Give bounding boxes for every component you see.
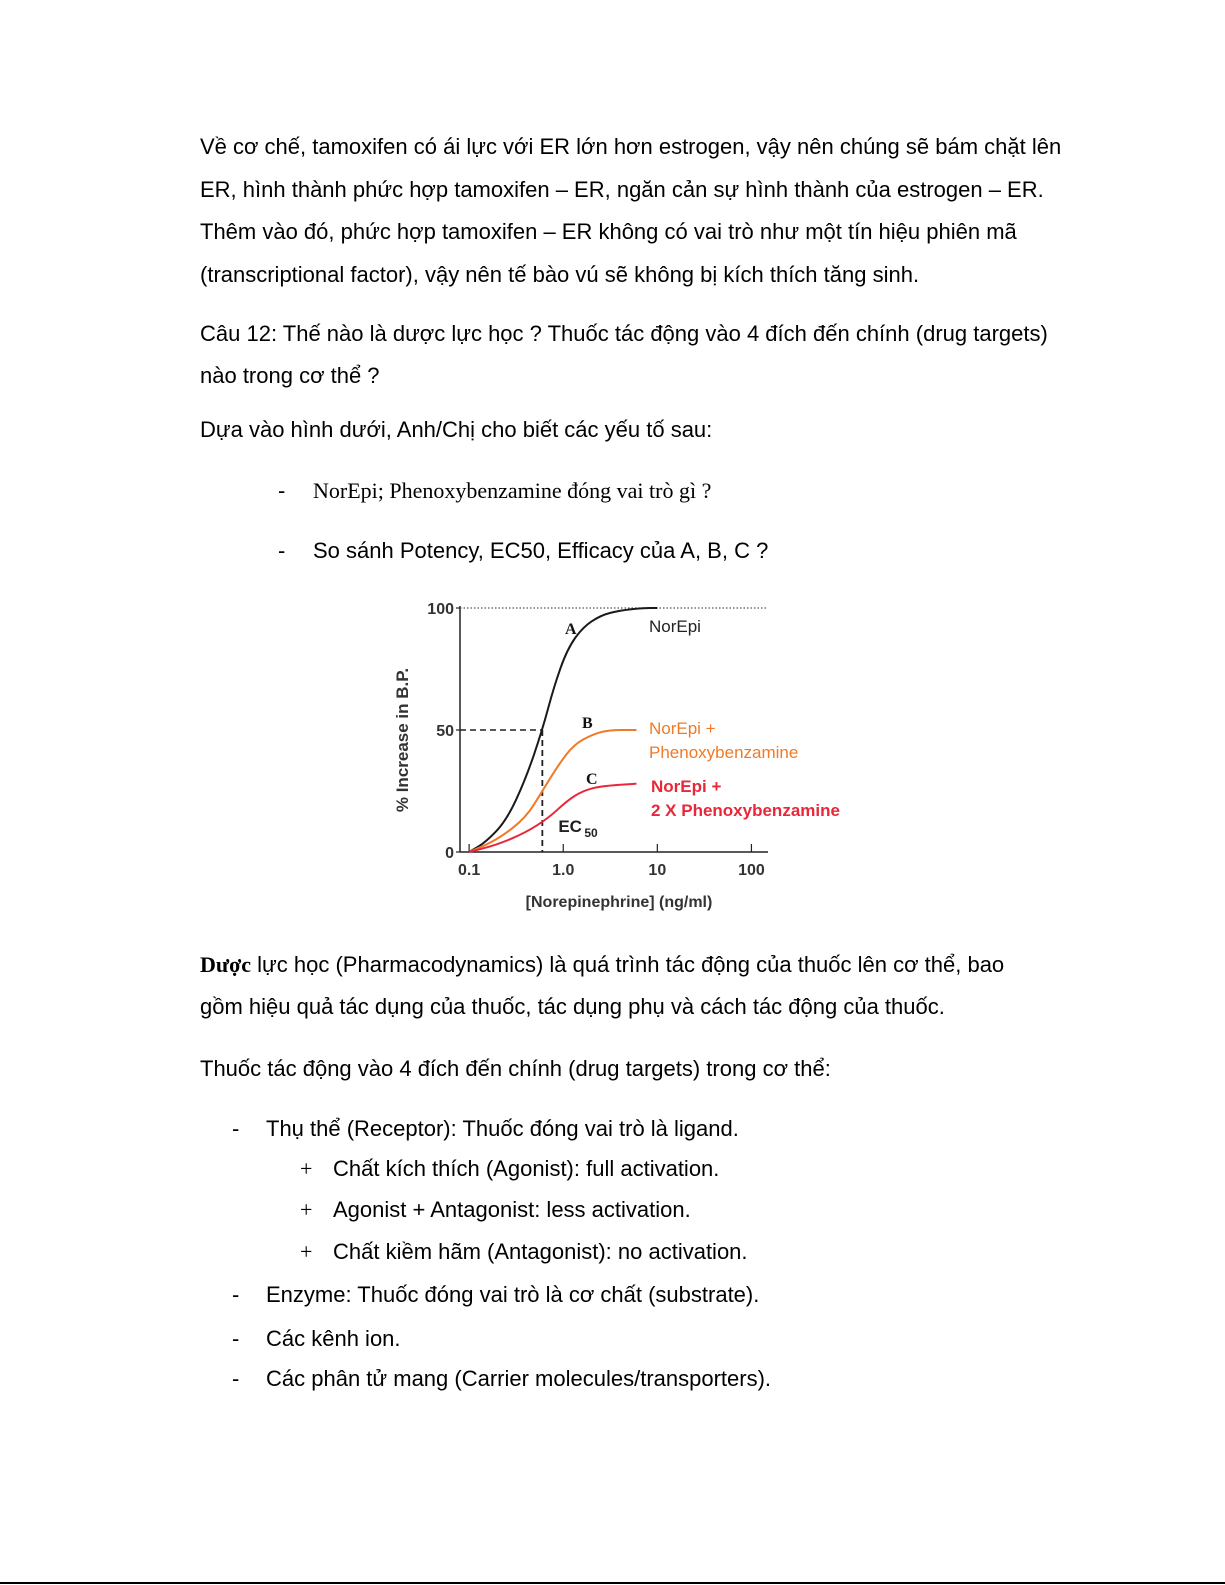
bullet-dash: - bbox=[278, 478, 286, 503]
targets-intro: Thuốc tác động vào 4 đích đến chính (drug targets) trong cơ thể: bbox=[200, 1056, 831, 1081]
bullet-dash: - bbox=[278, 538, 286, 563]
intro-line-4: (transcriptional factor), vậy nên tế bào vú sẽ không bị kích thích tăng sinh. bbox=[200, 262, 920, 287]
target-carriers: Các phân tử mang (Carrier molecules/transporters). bbox=[266, 1366, 772, 1391]
question-line-1: Câu 12: Thế nào là dược lực học ? Thuốc tác động vào 4 đích đến chính (drug targets) bbox=[200, 321, 1048, 346]
y-tick-label: 0 bbox=[445, 845, 454, 862]
intro-line-3: Thêm vào đó, phức hợp tamoxifen – ER không có vai trò như một tín hiệu phiên mã bbox=[200, 219, 1017, 244]
receptor-sub-3: Chất kiềm hãm (Antagonist): no activation. bbox=[333, 1239, 748, 1264]
receptor-sub-1: Chất kích thích (Agonist): full activation. bbox=[333, 1156, 720, 1181]
definition-line-2: gồm hiệu quả tác dụng của thuốc, tác dụng phụ và cách tác động của thuốc. bbox=[200, 994, 945, 1019]
sub-bullet-plus: + bbox=[300, 1156, 313, 1181]
page-bottom-rule bbox=[0, 1582, 1225, 1584]
series-line-c bbox=[469, 784, 636, 852]
series-label-c: NorEpi + bbox=[651, 777, 722, 796]
definition-line-1 bbox=[200, 951, 1110, 979]
sub-bullet-plus: + bbox=[300, 1239, 313, 1264]
question-bullet-1: NorEpi; Phenoxybenzamine đóng vai trò gì ? bbox=[313, 478, 712, 503]
x-tick-label: 1.0 bbox=[552, 862, 575, 879]
chart-series bbox=[469, 608, 657, 852]
bullet-dash: - bbox=[232, 1326, 240, 1351]
series-label-b-line2: Phenoxybenzamine bbox=[649, 743, 799, 762]
target-receptor: Thụ thể (Receptor): Thuốc đóng vai trò là ligand. bbox=[266, 1116, 739, 1141]
x-axis-title: [Norepinephrine] (ng/ml) bbox=[525, 894, 713, 911]
target-enzyme: Enzyme: Thuốc đóng vai trò là cơ chất (substrate). bbox=[266, 1282, 760, 1307]
question-prompt: Dựa vào hình dưới, Anh/Chị cho biết các yếu tố sau: bbox=[200, 417, 713, 442]
definition-rest: lực học (Pharmacodynamics) là quá trình tác động của thuốc lên cơ thể, bao bbox=[251, 952, 1005, 977]
ec50-label: EC bbox=[558, 817, 582, 836]
chart-labels bbox=[558, 617, 840, 840]
sub-bullet-plus: + bbox=[300, 1197, 313, 1222]
curve-letter-b: B bbox=[582, 715, 593, 732]
target-ion-channels: Các kênh ion. bbox=[266, 1326, 401, 1351]
y-axis-title: % Increase in B.P. bbox=[393, 667, 412, 813]
question-line-2: nào trong cơ thể ? bbox=[200, 363, 380, 388]
intro-line-2: ER, hình thành phức hợp tamoxifen – ER, ngăn cản sự hình thành của estrogen – ER. bbox=[200, 177, 1044, 202]
curve-letter-c: C bbox=[586, 771, 598, 788]
bullet-dash: - bbox=[232, 1116, 240, 1141]
y-tick-label: 100 bbox=[427, 601, 454, 618]
x-tick-label: 0.1 bbox=[457, 862, 481, 879]
series-label-a: NorEpi bbox=[649, 617, 701, 636]
x-tick-label: 10 bbox=[648, 862, 667, 879]
receptor-sub-2: Agonist + Antagonist: less activation. bbox=[333, 1197, 691, 1222]
bullet-dash: - bbox=[232, 1366, 240, 1391]
x-tick-label: 100 bbox=[738, 862, 765, 879]
bullet-dash: - bbox=[232, 1282, 240, 1307]
dose-response-chart bbox=[385, 592, 855, 917]
series-label-c-line2: 2 X Phenoxybenzamine bbox=[651, 801, 840, 820]
ec50-subscript: 50 bbox=[584, 826, 598, 840]
definition-bold-word: Dược bbox=[200, 952, 252, 977]
question-bullet-2: So sánh Potency, EC50, Efficacy của A, B, C ? bbox=[313, 538, 769, 563]
y-tick-label: 50 bbox=[436, 723, 454, 740]
intro-line-1: Về cơ chế, tamoxifen có ái lực với ER lớn hơn estrogen, vậy nên chúng sẽ bám chặt lên bbox=[200, 134, 1062, 159]
series-label-b: NorEpi + bbox=[649, 719, 716, 738]
curve-letter-a: A bbox=[565, 621, 577, 638]
